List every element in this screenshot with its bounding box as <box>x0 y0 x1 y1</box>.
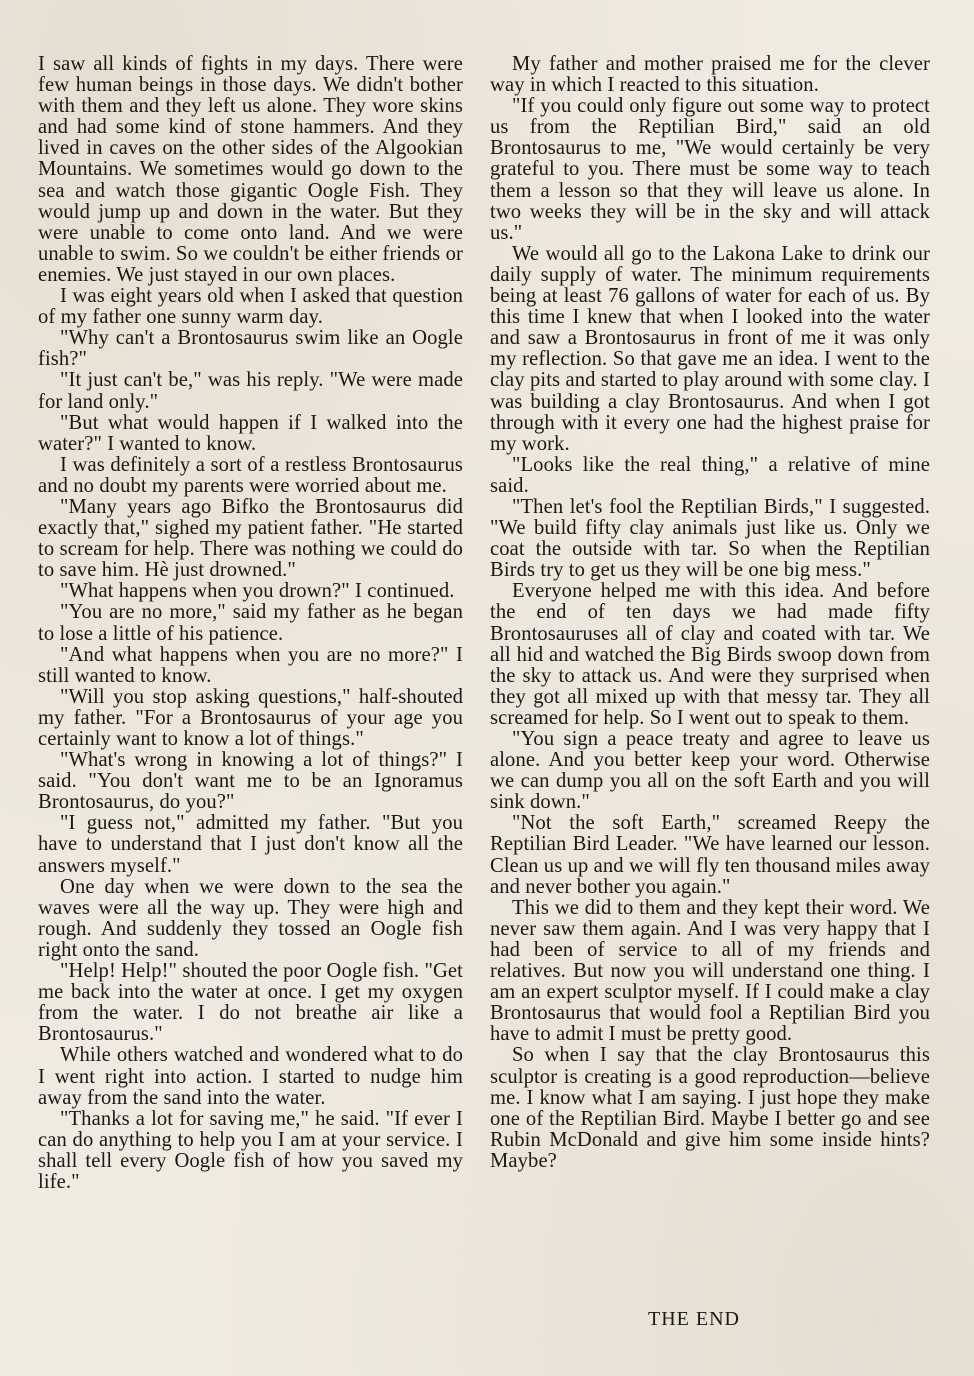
paragraph: "I guess not," admitted my father. "But you have to understand that I just don't know all the answers myself." <box>38 812 463 877</box>
paragraph: While others watched and wondered what to do I went right into action. I started to nudge him away from the sand into the water. <box>38 1044 463 1109</box>
paragraph: I was definitely a sort of a restless Brontosaurus and no doubt my parents were worried about me. <box>38 453 463 497</box>
paragraph: Everyone helped me with this idea. And before the end of ten days we had made fifty Brontosauruses all of clay and coated with tar. We all hid and watched the Big Birds swoop down from the sky to attack us. And were they surprised when they got all mixed up with that messy tar. They all screamed for help. So I went out to speak to them. <box>490 580 930 729</box>
paragraph: "You are no more," said my father as he began to lose a little of his patience. <box>38 601 463 645</box>
paragraph: I saw all kinds of fights in my days. There were few human beings in those days. We didn't bother with them and they left us alone. They wore skins and had some kind of stone hammers. And they lived in caves on the other sides of the Algookian Mountains. We sometimes would go down to the sea and watch those gigantic Oogle Fish. They would jump up and down in the water. But they were unable to come onto land. And we were unable to swim. So we couldn't be either friends or enemies. We just stayed in our own places. <box>38 53 463 286</box>
paragraph: "What's wrong in knowing a lot of things?" I said. "You don't want me to be an Ignoramus Brontosaurus, do you?" <box>38 749 463 814</box>
paragraph: "Many years ago Bifko the Brontosaurus did exactly that," sighed my patient father. "He started to scream for help. There was nothing we could do to save him. Hè just drowned." <box>38 495 463 582</box>
paragraph: "It just can't be," was his reply. "We were made for land only." <box>38 369 463 413</box>
paragraph: "If you could only figure out some way to protect us from the Reptilian Bird," said an old Brontosaurus to me, "We would certainly be very grateful to you. There must be some way to teach them a lesson so that they will leave us alone. In two weeks they will be in the sky and will attack us." <box>490 95 930 244</box>
paragraph: "Will you stop asking questions," half-shouted my father. "For a Brontosaurus of your age you certainly want to know a lot of things." <box>38 685 463 750</box>
paragraph: One day when we were down to the sea the waves were all the way up. They were high and rough. And suddenly they tossed an Oogle fish right onto the sand. <box>38 875 463 961</box>
paragraph: "But what would happen if I walked into the water?" I wanted to know. <box>38 411 463 455</box>
right-column <box>490 54 930 1172</box>
paragraph: My father and mother praised me for the clever way in which I reacted to this situation. <box>490 53 930 97</box>
paragraph: "What happens when you drown?" I continued. <box>60 580 455 603</box>
paragraph: "And what happens when you are no more?" I still wanted to know. <box>38 643 463 687</box>
left-column <box>38 54 463 1193</box>
paragraph: "Help! Help!" shouted the poor Oogle fish. "Get me back into the water at once. I get my oxygen from the water. I do not breathe air like a Brontosaurus." <box>38 960 463 1046</box>
paragraph: "Thanks a lot for saving me," he said. "If ever I can do anything to help you I am at your service. I shall tell every Oogle fish of how you saved my life." <box>38 1107 463 1193</box>
paragraph: "Then let's fool the Reptilian Birds," I suggested. "We build fifty clay animals just like us. Only we coat the outside with tar. So when the Reptilian Birds try to get us they will be one big mess." <box>490 495 930 582</box>
paragraph: This we did to them and they kept their word. We never saw them again. And I was very happy that I had been of service to all of my friends and relatives. But now you will understand one thing. I am an expert sculptor myself. If I could make a clay Brontosaurus that would fool a Reptilian Bird you have to admit I must be pretty good. <box>490 896 930 1046</box>
paragraph: We would all go to the Lakona Lake to drink our daily supply of water. The minimum requirements being at least 76 gallons of water for each of us. By this time I knew that when I looked into the water and saw a Brontosaurus in front of me it was only my reflection. So that gave me an idea. I went to the clay pits and started to play around with some clay. I was building a clay Brontosaurus. And when I got through with it every one had the highest praise for my work. <box>490 242 930 455</box>
paragraph: "Not the soft Earth," screamed Reepy the Reptilian Bird Leader. "We have learned our lesson. Clean us up and we will fly ten thousand miles away and never bother you again." <box>490 812 930 898</box>
paragraph: "You sign a peace treaty and agree to leave us alone. And you better keep your word. Otherwise we can dump you all on the soft Earth and you will sink down." <box>490 728 930 814</box>
paragraph: "Looks like the real thing," a relative of mine said. <box>490 453 930 497</box>
paragraph: I was eight years old when I asked that question of my father one sunny warm day. <box>38 285 463 329</box>
the-end-label: THE END <box>648 1308 740 1330</box>
paragraph: "Why can't a Brontosaurus swim like an Oogle fish?" <box>38 327 463 371</box>
paragraph: So when I say that the clay Brontosaurus this sculptor is creating is a good reproduction—believe me. I know what I am saying. I just hope they make one of the Reptilian Bird. Maybe I better go and see Rubin McDonald and give him some inside hints? Maybe? <box>490 1044 930 1172</box>
